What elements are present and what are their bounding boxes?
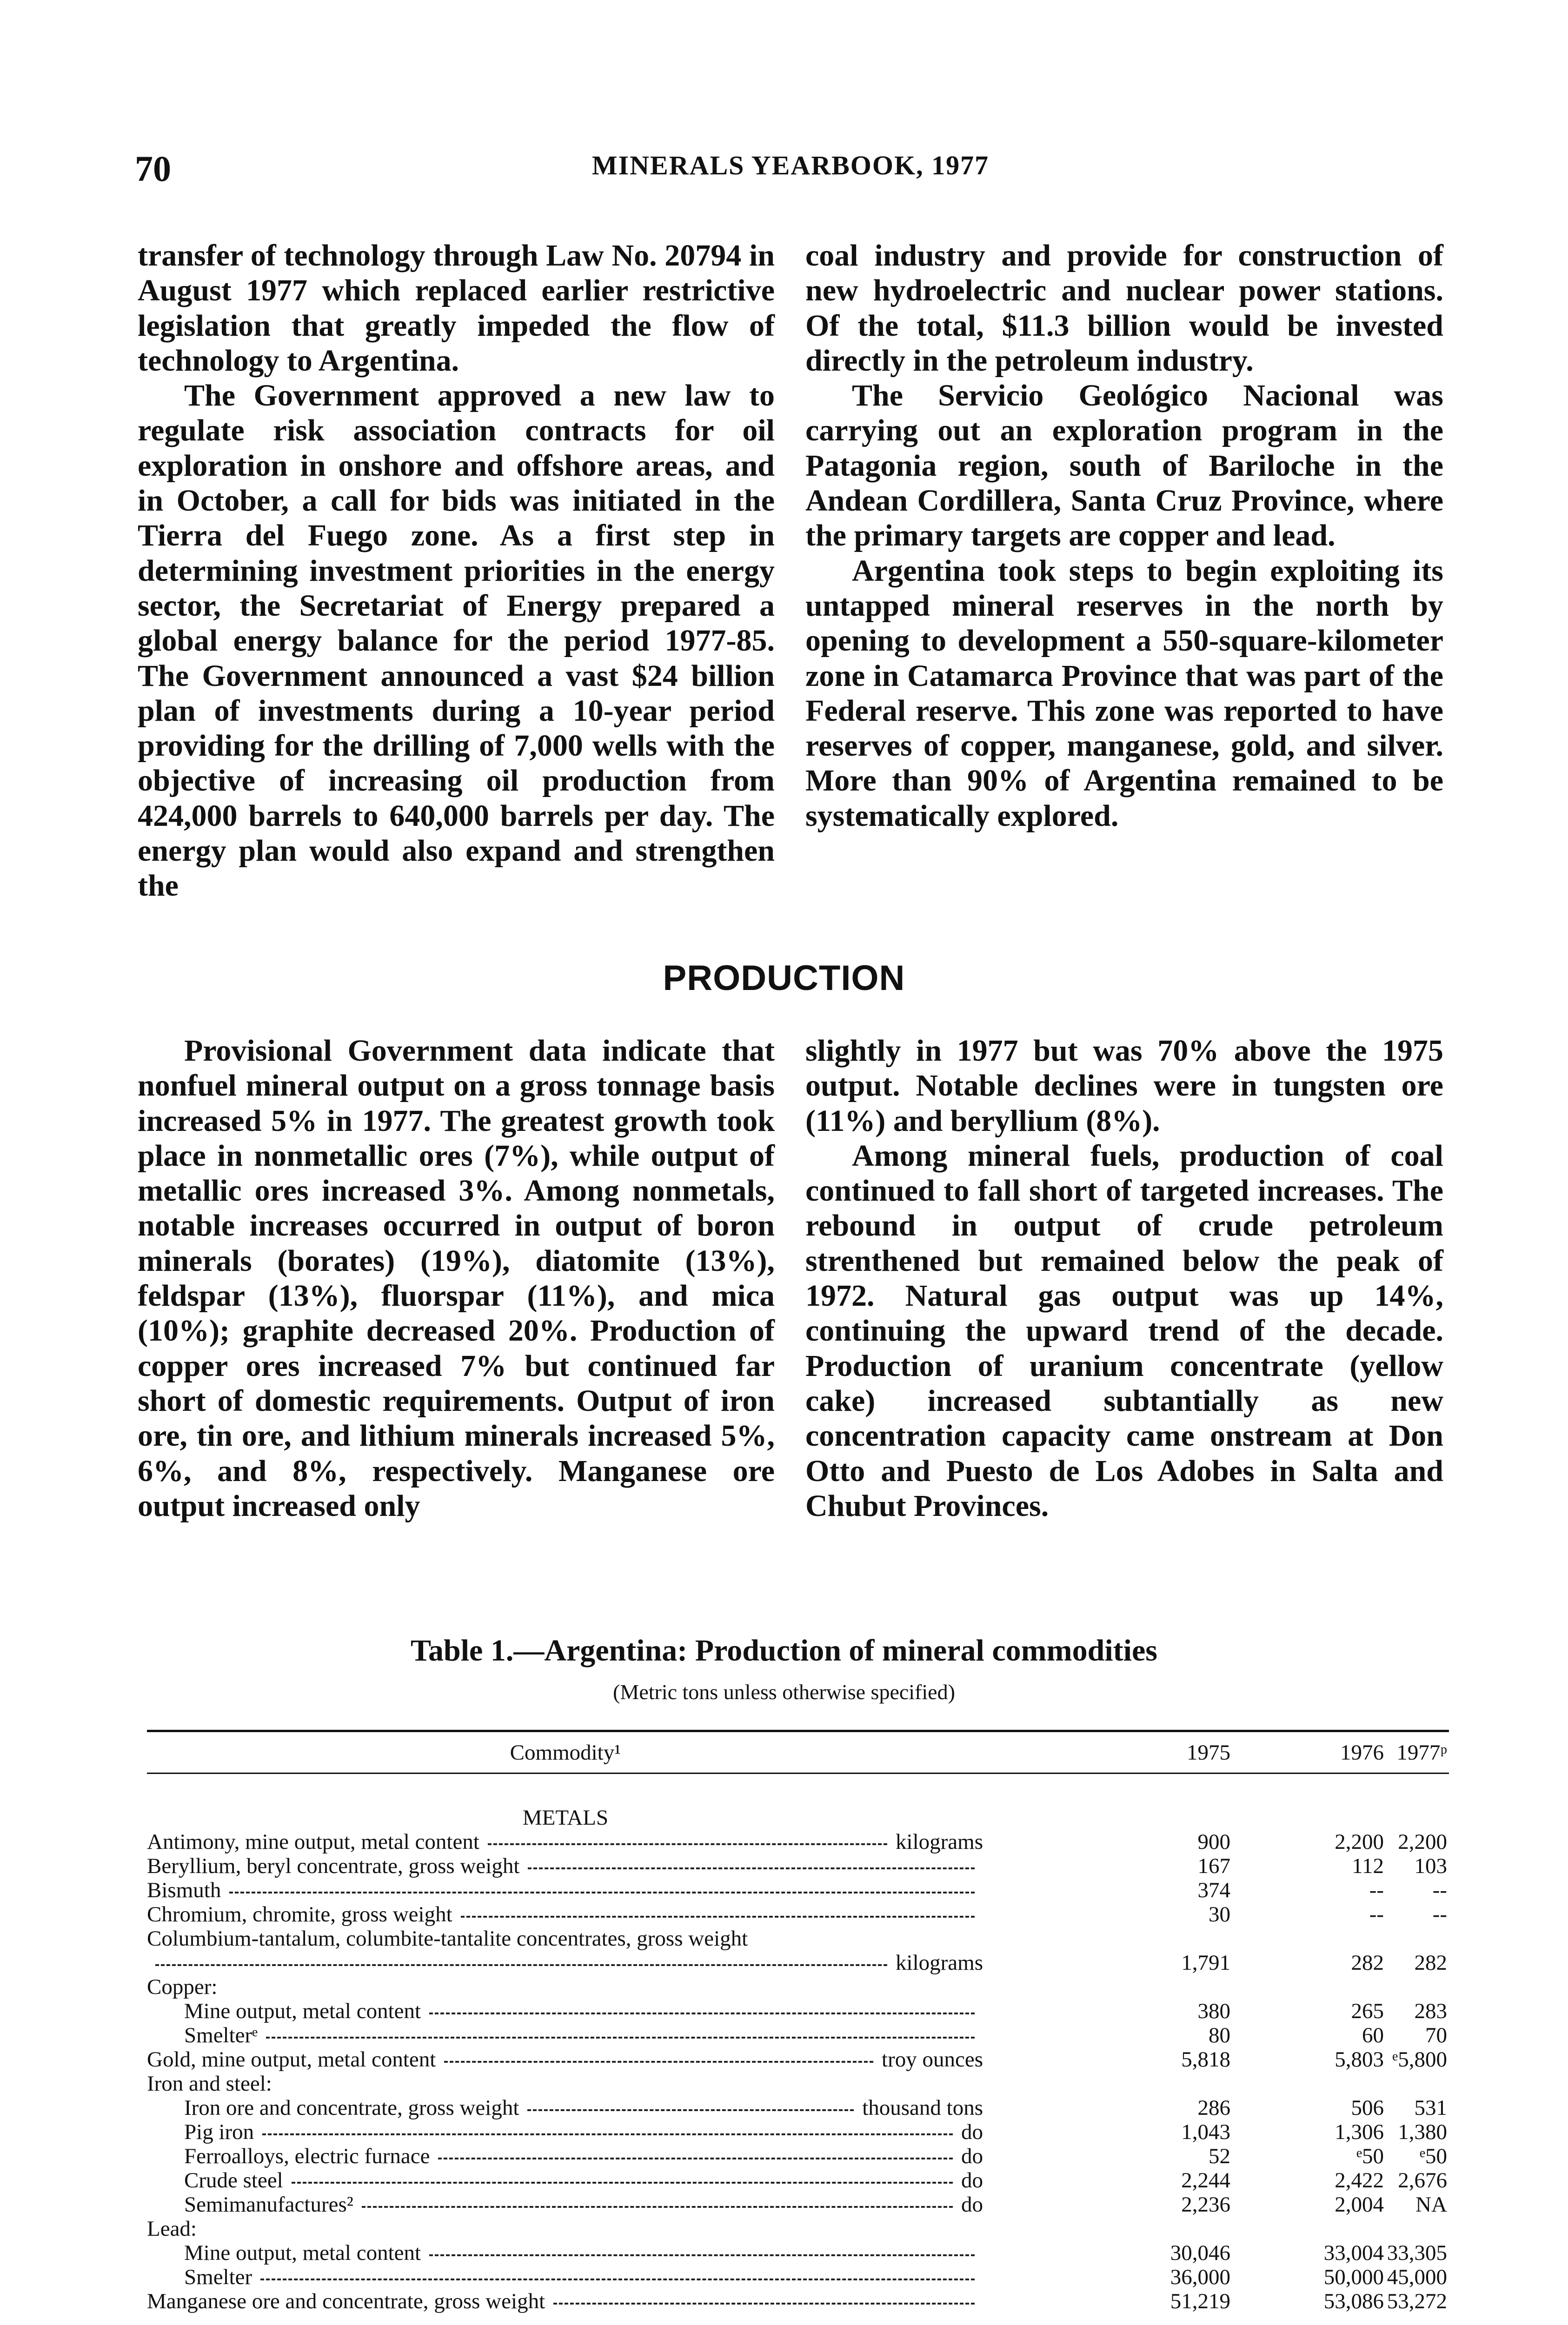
dot-leader bbox=[553, 2303, 975, 2305]
row-label: Semimanufactures² bbox=[184, 2192, 353, 2217]
cell-value: 52 bbox=[1209, 2144, 1230, 2168]
row-unit: troy ounces bbox=[882, 2047, 983, 2072]
row-unit: do bbox=[961, 2192, 983, 2217]
cell-value: -- bbox=[1432, 1902, 1447, 1926]
row-label: Ferroalloys, electric furnace bbox=[184, 2144, 430, 2168]
row-unit: do bbox=[961, 2168, 983, 2192]
row-label: Antimony, mine output, metal content bbox=[147, 1830, 479, 1854]
table-row bbox=[147, 2265, 1449, 2289]
column-3 bbox=[138, 1033, 775, 1523]
cell-value: 103 bbox=[1414, 1854, 1447, 1878]
row-label: Iron ore and concentrate, gross weight bbox=[184, 2096, 519, 2120]
cell-value: 1,043 bbox=[1181, 2120, 1230, 2144]
cell-value: 282 bbox=[1414, 1951, 1447, 1975]
paragraph: The Government approved a new law to regulate risk association contracts for oil exploration in onshore and offshore areas, and in October, a call for bids was initiated in the Tierra del Fuego zone. As a first step in determining investment priorities in the energy sector, the Secretariat of Energy prepared a global energy balance for the period 1977-85. The Government announced a vast $24 billion plan of investments during a 10-year period providing for the drilling of 7,000 wells with the objective of increasing oil production from 424,000 barrels to 640,000 barrels per day. The energy plan would also expand and strengthen the bbox=[138, 379, 775, 903]
row-label: Mine output, metal content bbox=[184, 1999, 421, 2023]
table-row bbox=[147, 2216, 1449, 2240]
cell-value: 45,000 bbox=[1387, 2265, 1447, 2289]
running-title: MINERALS YEARBOOK, 1977 bbox=[591, 150, 990, 180]
cell-value: -- bbox=[1432, 1878, 1447, 1902]
cell-value: ᵉ50 bbox=[1356, 2144, 1384, 2168]
dot-leader bbox=[292, 2182, 953, 2184]
cell-value: 265 bbox=[1351, 1999, 1384, 2023]
cell-value: 380 bbox=[1197, 1999, 1230, 2023]
dot-leader bbox=[528, 1867, 975, 1869]
cell-value: 2,244 bbox=[1181, 2168, 1230, 2192]
row-unit: kilograms bbox=[896, 1951, 983, 1975]
table-row bbox=[147, 2144, 1449, 2168]
row-label: Crude steel bbox=[184, 2168, 283, 2192]
table-row bbox=[147, 2119, 1449, 2144]
cell-value: 50,000 bbox=[1323, 2265, 1384, 2289]
table-row bbox=[147, 1902, 1449, 1926]
table-subtitle: (Metric tons unless otherwise specified) bbox=[613, 1680, 955, 1704]
cell-value: NA bbox=[1415, 2192, 1447, 2217]
table-row bbox=[147, 2071, 1449, 2095]
row-unit: thousand tons bbox=[862, 2096, 983, 2120]
dot-leader bbox=[488, 1843, 887, 1845]
paragraph: Provisional Government data indicate that nonfuel mineral output on a gross tonnage basis increased 5% in 1977. The greatest growth took place in nonmetallic ores (7%), while output of metallic ores increased 3%. Among nonmetals, notable increases occurred in output of boron minerals (borates) (19%), diatomite (13%), feldspar (13%), fluorspar (11%), and mica (10%); graphite decreased 20%. Production of copper ores increased 7% but continued far short of domestic requirements. Output of iron ore, tin ore, and lithium minerals increased 5%, 6%, and 8%, respectively. Manganese ore output increased only bbox=[138, 1034, 775, 1523]
cell-value: -- bbox=[1369, 1878, 1384, 1902]
cell-value: 5,818 bbox=[1181, 2047, 1230, 2072]
column-1 bbox=[138, 238, 775, 903]
cell-value: 531 bbox=[1414, 2096, 1447, 2120]
table-row bbox=[147, 2047, 1449, 2071]
row-label: Lead: bbox=[147, 2217, 197, 2241]
row-label: Mine output, metal content bbox=[184, 2241, 421, 2265]
cell-value: 286 bbox=[1197, 2096, 1230, 2120]
column-4 bbox=[805, 1033, 1443, 1523]
dot-leader bbox=[461, 1916, 975, 1918]
table-row bbox=[147, 1926, 1449, 1950]
cell-value: 2,200 bbox=[1335, 1830, 1384, 1854]
row-unit: do bbox=[961, 2144, 983, 2168]
dot-leader bbox=[362, 2206, 953, 2208]
cell-value: 112 bbox=[1352, 1854, 1384, 1878]
cell-value: 2,676 bbox=[1398, 2168, 1447, 2192]
page-header bbox=[135, 148, 1446, 190]
dot-leader bbox=[266, 2037, 975, 2039]
cell-value: 1,380 bbox=[1398, 2120, 1447, 2144]
paragraph: The Servicio Geológico Nacional was carrying out an exploration program in the Patagonia region, south of Bariloche in the Andean Cordillera, Santa Cruz Province, where the primary targets are copper and lead. bbox=[805, 379, 1443, 553]
table-title: Table 1.—Argentina: Production of mineral commodities bbox=[411, 1634, 1157, 1667]
cell-value: 33,004 bbox=[1323, 2241, 1384, 2265]
table-row bbox=[147, 2192, 1449, 2216]
table-row bbox=[147, 2023, 1449, 2047]
cell-value: ᵉ5,800 bbox=[1392, 2047, 1447, 2072]
cell-value: 2,236 bbox=[1181, 2192, 1230, 2217]
cell-value: 51,219 bbox=[1170, 2289, 1230, 2313]
table-row bbox=[147, 1878, 1449, 1902]
table-row bbox=[147, 1853, 1449, 1878]
row-label: Iron and steel: bbox=[147, 2072, 272, 2096]
dot-leader bbox=[438, 2158, 953, 2159]
cell-value: 167 bbox=[1197, 1854, 1230, 1878]
row-unit: kilograms bbox=[896, 1830, 983, 1854]
cell-value: 53,272 bbox=[1387, 2289, 1447, 2313]
section-row bbox=[147, 1805, 1449, 1829]
page-number: 70 bbox=[135, 148, 171, 189]
cell-value: 900 bbox=[1197, 1830, 1230, 1854]
cell-value: 30 bbox=[1209, 1902, 1230, 1926]
cell-value: 5,803 bbox=[1335, 2047, 1384, 2072]
row-unit: do bbox=[961, 2120, 983, 2144]
table-row bbox=[147, 2095, 1449, 2119]
cell-value: 30,046 bbox=[1170, 2241, 1230, 2265]
paragraph: transfer of technology through Law No. 20794 in August 1977 which replaced earlier restrictive legislation that greatly impeded the flow of technology to Argentina. bbox=[138, 239, 775, 378]
row-label: Copper: bbox=[147, 1975, 218, 1999]
row-label: Smelterᵉ bbox=[184, 2023, 258, 2047]
cell-value: 283 bbox=[1414, 1999, 1447, 2023]
table-row bbox=[147, 1829, 1449, 1853]
cell-value: 374 bbox=[1197, 1878, 1230, 1902]
cell-value: ᵉ50 bbox=[1419, 2144, 1447, 2168]
row-label: Pig iron bbox=[184, 2120, 254, 2144]
cell-value: 80 bbox=[1209, 2023, 1230, 2047]
dot-leader bbox=[429, 2013, 975, 2014]
table-top-rule bbox=[147, 1730, 1449, 1732]
cell-value: 2,004 bbox=[1335, 2192, 1384, 2217]
row-label: Chromium, chromite, gross weight bbox=[147, 1902, 452, 1926]
column-2 bbox=[805, 238, 1443, 833]
table-row bbox=[147, 2240, 1449, 2265]
cell-value: 53,086 bbox=[1323, 2289, 1384, 2313]
cell-value: 1,791 bbox=[1181, 1951, 1230, 1975]
row-label: Bismuth bbox=[147, 1878, 221, 1902]
dot-leader bbox=[229, 1892, 975, 1893]
header-commodity: Commodity¹ bbox=[510, 1740, 621, 1765]
header-1976: 1976 bbox=[1340, 1740, 1384, 1765]
table-row bbox=[147, 2168, 1449, 2192]
cell-value: 2,422 bbox=[1335, 2168, 1384, 2192]
paragraph: Among mineral fuels, production of coal continued to fall short of targeted increases. The rebound in output of crude petroleum strenthened but remained below the peak of 1972. Natural gas output was up 14%, continuing the upward trend of the decade. Production of uranium concentrate (yellow cake) increased subtantially as new concentration capacity came onstream at Don Otto and Puesto de Los Adobes in Salta and Chubut Provinces. bbox=[805, 1138, 1443, 1523]
cell-value: 36,000 bbox=[1170, 2265, 1230, 2289]
cell-value: -- bbox=[1369, 1902, 1384, 1926]
table-row bbox=[147, 1974, 1449, 1999]
header-1975: 1975 bbox=[1187, 1740, 1230, 1765]
table-row bbox=[147, 2289, 1449, 2313]
header-1977: 1977ᵖ bbox=[1396, 1740, 1447, 1765]
row-label: Smelter bbox=[184, 2265, 252, 2289]
section-heading: PRODUCTION bbox=[663, 958, 905, 998]
table-row bbox=[147, 1950, 1449, 1974]
cell-value: 33,305 bbox=[1387, 2241, 1447, 2265]
dot-leader bbox=[260, 2278, 975, 2280]
paragraph: Argentina took steps to begin exploiting its untapped mineral reserves in the north by opening to development a 550-square-kilometer zone in Catamarca Province that was part of the Federal reserve. This zone was reported to have reserves of copper, manganese, gold, and silver. More than 90% of Argentina remained to be systematically explored. bbox=[805, 553, 1443, 833]
table-header-rule bbox=[147, 1773, 1449, 1774]
cell-value: 70 bbox=[1425, 2023, 1447, 2047]
cell-value: 2,200 bbox=[1398, 1830, 1447, 1854]
section-label: METALS bbox=[522, 1806, 609, 1830]
dot-leader bbox=[429, 2254, 975, 2256]
row-label: Manganese ore and concentrate, gross weight bbox=[147, 2289, 545, 2313]
cell-value: 282 bbox=[1351, 1951, 1384, 1975]
cell-value: 60 bbox=[1362, 2023, 1384, 2047]
table-row bbox=[147, 1999, 1449, 2023]
cell-value: 506 bbox=[1351, 2096, 1384, 2120]
dot-leader bbox=[262, 2133, 953, 2135]
dot-leader bbox=[444, 2061, 873, 2063]
row-label: Columbium-tantalum, columbite-tantalite concentrates, gross weight bbox=[147, 1926, 748, 1951]
row-label: Gold, mine output, metal content bbox=[147, 2047, 436, 2072]
paragraph: slightly in 1977 but was 70% above the 1975 output. Notable declines were in tungsten ore (11%) and beryllium (8%). bbox=[805, 1034, 1443, 1138]
row-label: Beryllium, beryl concentrate, gross weight bbox=[147, 1854, 520, 1878]
dot-leader bbox=[527, 2109, 854, 2111]
dot-leader bbox=[155, 1964, 887, 1966]
paragraph: coal industry and provide for construction of new hydroelectric and nuclear power stations. Of the total, $11.3 billion would be invested directly in the petroleum industry. bbox=[805, 239, 1443, 378]
cell-value: 1,306 bbox=[1335, 2120, 1384, 2144]
